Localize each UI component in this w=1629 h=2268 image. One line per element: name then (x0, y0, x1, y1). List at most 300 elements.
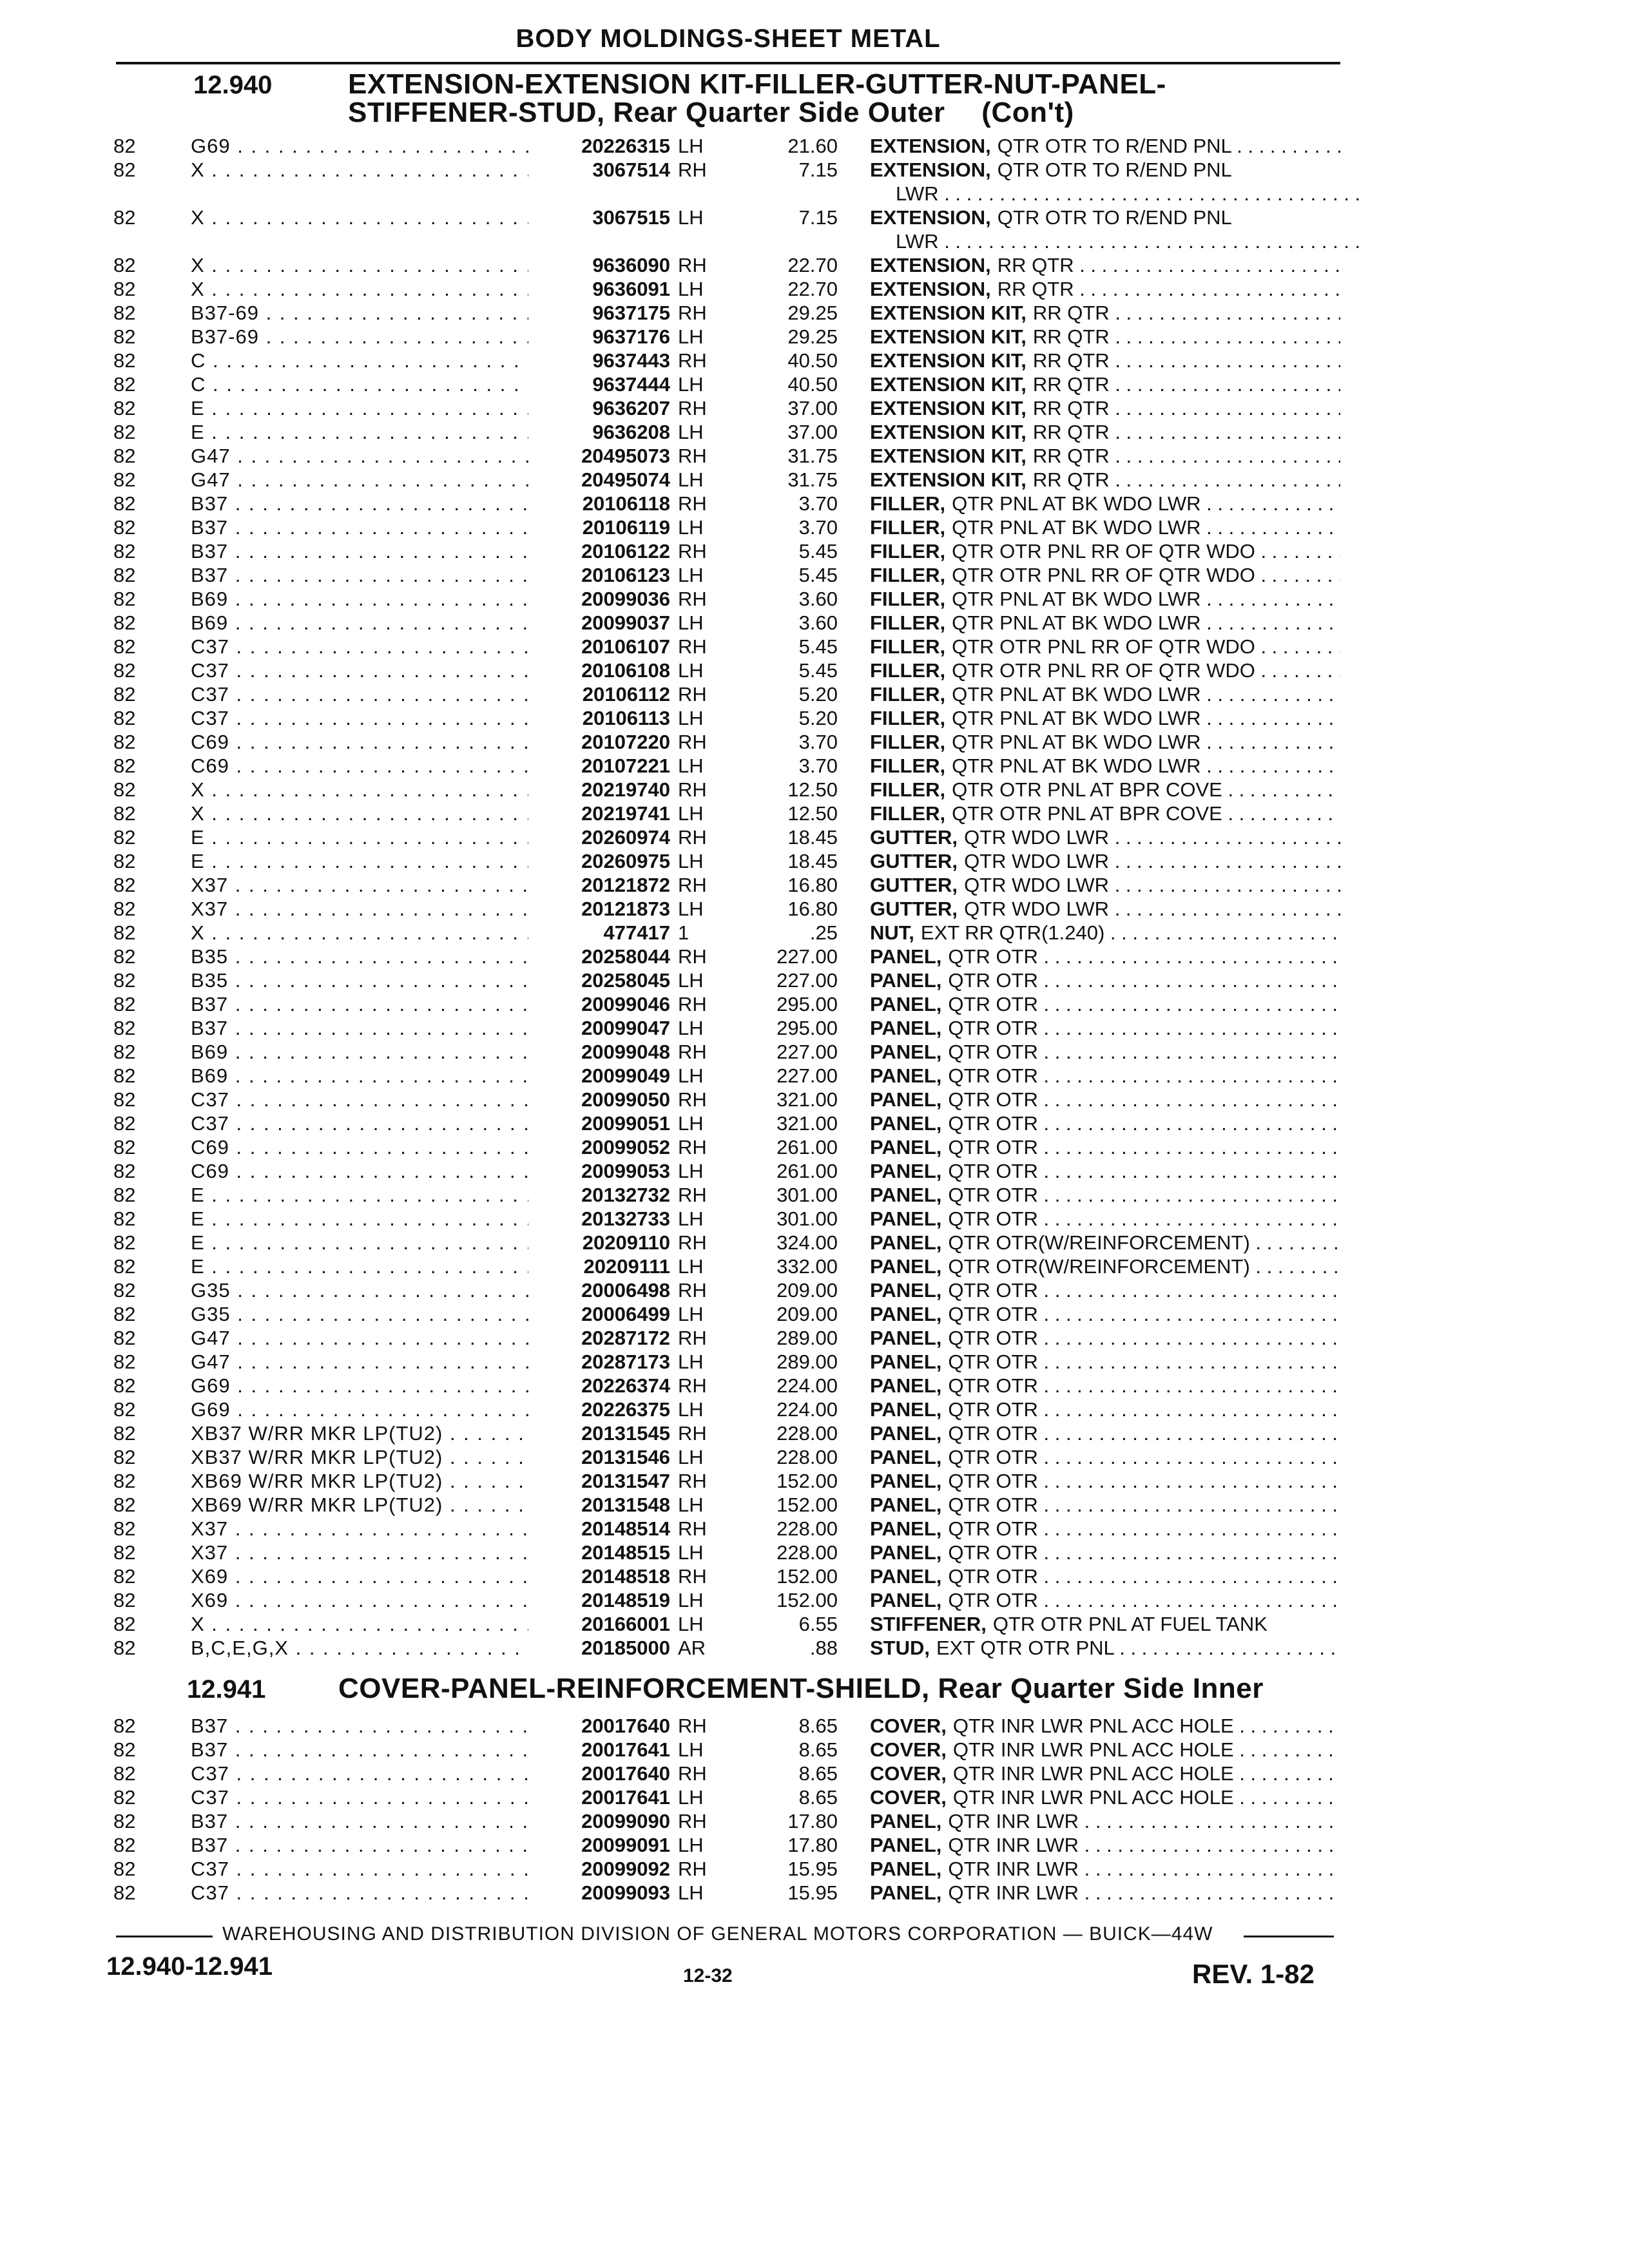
part-number-cell: 20099092 (528, 1857, 670, 1881)
description-cell (870, 1469, 1340, 1493)
side-cell: LH (678, 421, 704, 443)
price-cell: 228.00 (776, 1541, 838, 1564)
year-cell: 82 (113, 373, 136, 396)
year-cell: 82 (113, 1017, 136, 1039)
year-cell: 82 (113, 993, 136, 1015)
table-row (0, 968, 1629, 992)
description-noun: EXTENSION KIT, (870, 325, 1027, 348)
price-cell: 6.55 (798, 1613, 838, 1635)
model-cell: X . . . (191, 1612, 539, 1636)
part-number-cell: 20106112 (528, 682, 670, 706)
part-number-cell: 20495073 (528, 444, 670, 468)
part-number-cell: 20166001 (528, 1612, 670, 1636)
part-number-cell: 20495074 (528, 468, 670, 492)
table-row (0, 1302, 1629, 1326)
description-detail: QTR OTR . . . (948, 945, 1340, 968)
price-cell: 227.00 (776, 1064, 838, 1087)
description-cell (870, 372, 1340, 396)
price-cell: 37.00 (787, 397, 838, 419)
description-detail: QTR OTR . . . (948, 1517, 1340, 1540)
table-row (0, 1016, 1629, 1040)
year-cell: 82 (113, 1350, 136, 1373)
table-row (0, 802, 1629, 825)
part-number-cell: 20209110 (528, 1231, 670, 1254)
description-detail: QTR PNL AT BK WDO LWR . . . (952, 683, 1340, 706)
year-cell: 82 (113, 1088, 136, 1111)
table-row (0, 158, 1629, 206)
table-row (0, 1517, 1629, 1541)
part-number-cell: 20121872 (528, 873, 670, 897)
table-row (0, 301, 1629, 325)
year-cell: 82 (113, 135, 136, 157)
description-noun: FILLER, (870, 564, 946, 586)
part-number-cell: 20099047 (528, 1016, 670, 1040)
side-cell: RH (678, 302, 707, 324)
description-noun: PANEL, (870, 1881, 942, 1904)
model-cell: G47 . . . (191, 444, 539, 468)
side-cell: RH (678, 540, 707, 562)
description-noun: PANEL, (870, 1565, 942, 1588)
year-cell: 82 (113, 588, 136, 610)
price-cell: 29.25 (787, 325, 838, 348)
side-cell: LH (678, 802, 704, 825)
description-cell (870, 1088, 1340, 1111)
description-detail: QTR OTR . . . (948, 1207, 1340, 1230)
side-cell: RH (678, 1565, 707, 1588)
table-row (0, 825, 1629, 849)
side-cell: RH (678, 683, 707, 706)
side-cell: LH (678, 898, 704, 920)
description-detail: QTR OTR . . . (948, 1494, 1340, 1516)
description-detail: QTR OTR . . . (948, 1112, 1340, 1135)
side-cell: RH (678, 1327, 707, 1349)
part-number-cell: 20219740 (528, 778, 670, 802)
price-cell: 224.00 (776, 1374, 838, 1397)
table-row (0, 1207, 1629, 1231)
price-cell: 324.00 (776, 1231, 838, 1254)
model-cell: E . . . (191, 1254, 539, 1278)
price-cell: 289.00 (776, 1350, 838, 1373)
footer-group-range: 12.940-12.941 (106, 1952, 273, 1981)
model-cell: X . . . (191, 921, 539, 945)
model-cell: G69 . . . (191, 1398, 539, 1421)
description-cell (870, 301, 1340, 325)
description-cell (870, 992, 1340, 1016)
description-detail: QTR OTR . . . (948, 1017, 1340, 1039)
side-cell: LH (678, 1398, 704, 1421)
table-row (0, 468, 1629, 492)
footer-division: WAREHOUSING AND DISTRIBUTION DIVISION OF GENERAL MOTORS CORPORATION — BUICK—44W (222, 1923, 1213, 1945)
price-cell: 40.50 (787, 373, 838, 396)
table-row (0, 1564, 1629, 1588)
description-noun: PANEL, (870, 945, 942, 968)
price-cell: 7.15 (798, 159, 838, 181)
side-cell: 1 (678, 921, 689, 944)
description-cell (870, 1159, 1340, 1183)
part-number-cell: 20006498 (528, 1278, 670, 1302)
description-cell (870, 611, 1340, 635)
model-cell: XB37 W/RR MKR LP(TU2) . . . (191, 1445, 539, 1469)
description-noun: EXTENSION KIT, (870, 302, 1027, 324)
description-cell (870, 1738, 1340, 1762)
model-cell: C . . . (191, 349, 539, 372)
year-cell: 82 (113, 421, 136, 443)
side-cell: LH (678, 1207, 704, 1230)
price-cell: 8.65 (798, 1786, 838, 1809)
description-detail: QTR OTR PNL RR OF QTR WDO . . . (952, 540, 1340, 562)
description-detail: QTR OTR . . . (948, 969, 1340, 992)
year-cell: 82 (113, 1374, 136, 1397)
side-cell: LH (678, 564, 704, 586)
side-cell: LH (678, 659, 704, 682)
year-cell: 82 (113, 1786, 136, 1809)
model-cell: C69 . . . (191, 1159, 539, 1183)
price-cell: 15.95 (787, 1881, 838, 1904)
side-cell: LH (678, 1589, 704, 1611)
table-row (0, 1809, 1629, 1833)
part-number-cell: 20260974 (528, 825, 670, 849)
year-cell: 82 (113, 1446, 136, 1468)
description-detail: QTR INR LWR PNL ACC HOLE . . . (953, 1762, 1340, 1785)
description-cell (870, 158, 1340, 182)
model-cell: E . . . (191, 396, 539, 420)
part-number-cell: 20106113 (528, 706, 670, 730)
description-cell (870, 277, 1340, 301)
model-cell: B37 . . . (191, 539, 539, 563)
year-cell: 82 (113, 1184, 136, 1206)
description-detail: QTR INR LWR . . . (948, 1834, 1340, 1856)
model-cell: B,C,E,G,X . . . (191, 1636, 539, 1660)
model-cell: B37 . . . (191, 563, 539, 587)
model-cell: XB69 W/RR MKR LP(TU2) . . . (191, 1493, 539, 1517)
year-cell: 82 (113, 1494, 136, 1516)
price-cell: .25 (809, 921, 838, 944)
description-detail: QTR INR LWR PNL ACC HOLE . . . (953, 1715, 1340, 1737)
section-2-title: COVER-PANEL-REINFORCEMENT-SHIELD, Rear Quarter Side Inner (338, 1673, 1264, 1704)
model-cell: C37 . . . (191, 1088, 539, 1111)
side-cell: LH (678, 969, 704, 992)
description-detail: QTR PNL AT BK WDO LWR . . . (952, 731, 1340, 753)
side-cell: RH (678, 492, 707, 515)
description-noun: PANEL, (870, 1064, 942, 1087)
part-number-cell: 20106123 (528, 563, 670, 587)
description-noun: GUTTER, (870, 850, 958, 872)
part-number-cell: 20287172 (528, 1326, 670, 1350)
table-row (0, 754, 1629, 778)
section-1-number: 12.940 (193, 71, 273, 99)
part-number-cell: 20226374 (528, 1374, 670, 1398)
table-row (0, 730, 1629, 754)
year-cell: 82 (113, 1327, 136, 1349)
description-detail: QTR OTR . . . (948, 1541, 1340, 1564)
description-noun: FILLER, (870, 516, 946, 539)
model-cell: B37 . . . (191, 1833, 539, 1857)
model-cell: X37 . . . (191, 1517, 539, 1541)
model-cell: G47 . . . (191, 468, 539, 492)
side-cell: RH (678, 1422, 707, 1445)
year-cell: 82 (113, 1762, 136, 1785)
year-cell: 82 (113, 206, 136, 229)
model-cell: X69 . . . (191, 1564, 539, 1588)
description-cell (870, 1183, 1340, 1207)
description-cell (870, 206, 1340, 229)
model-cell: G47 . . . (191, 1350, 539, 1374)
description-detail: QTR OTR TO R/END PNL . . . (998, 135, 1340, 157)
description-cell (870, 1445, 1340, 1469)
description-detail: QTR PNL AT BK WDO LWR . . . (952, 611, 1340, 634)
model-cell: B37 . . . (191, 992, 539, 1016)
side-cell: RH (678, 349, 707, 372)
table-row (0, 1421, 1629, 1445)
table-row (0, 1469, 1629, 1493)
description-noun: FILLER, (870, 707, 946, 729)
year-cell: 82 (113, 278, 136, 300)
side-cell: RH (678, 993, 707, 1015)
description-detail: EXT QTR OTR PNL . . . (936, 1637, 1340, 1659)
price-cell: 295.00 (776, 1017, 838, 1039)
price-cell: 5.20 (798, 683, 838, 706)
side-cell: RH (678, 254, 707, 276)
price-cell: 209.00 (776, 1279, 838, 1302)
model-cell: G69 . . . (191, 134, 539, 158)
model-cell: X . . . (191, 277, 539, 301)
year-cell: 82 (113, 707, 136, 729)
description-detail: QTR OTR . . . (948, 1303, 1340, 1325)
description-cell (870, 1350, 1340, 1374)
description-cell (870, 349, 1340, 372)
model-cell: B37 . . . (191, 1809, 539, 1833)
model-cell: X69 . . . (191, 1588, 539, 1612)
description-continuation: LWR . . . (870, 182, 1366, 206)
price-cell: 31.75 (787, 445, 838, 467)
description-cell (870, 1111, 1340, 1135)
side-cell: LH (678, 468, 704, 491)
description-noun: PANEL, (870, 1810, 942, 1832)
model-cell: G47 . . . (191, 1326, 539, 1350)
model-cell: B37-69 . . . (191, 301, 539, 325)
table-row (0, 658, 1629, 682)
year-cell: 82 (113, 540, 136, 562)
description-detail: QTR INR LWR PNL ACC HOLE . . . (953, 1738, 1340, 1761)
description-detail: RR QTR . . . (1033, 445, 1340, 467)
description-cell (870, 682, 1340, 706)
year-cell: 82 (113, 1881, 136, 1904)
description-cell (870, 1564, 1340, 1588)
description-noun: PANEL, (870, 1255, 942, 1278)
description-cell (870, 1064, 1340, 1088)
part-number-cell: 9636207 (528, 396, 670, 420)
side-cell: RH (678, 445, 707, 467)
table-row (0, 1040, 1629, 1064)
side-cell: RH (678, 1762, 707, 1785)
description-cell (870, 1135, 1340, 1159)
table-row (0, 992, 1629, 1016)
part-number-cell: 9636091 (528, 277, 670, 301)
part-number-cell: 20099050 (528, 1088, 670, 1111)
description-detail: QTR OTR TO R/END PNL (997, 206, 1232, 229)
description-noun: PANEL, (870, 1398, 942, 1421)
year-cell: 82 (113, 1136, 136, 1158)
description-cell (870, 1636, 1340, 1660)
part-number-cell: 20219741 (528, 802, 670, 825)
price-cell: 21.60 (787, 135, 838, 157)
model-cell: E . . . (191, 1183, 539, 1207)
model-cell: B35 . . . (191, 945, 539, 968)
description-cell (870, 468, 1340, 492)
table-row (0, 587, 1629, 611)
price-cell: 8.65 (798, 1738, 838, 1761)
side-cell: RH (678, 1470, 707, 1492)
description-cell (870, 1254, 1340, 1278)
table-row (0, 1135, 1629, 1159)
description-noun: FILLER, (870, 683, 946, 706)
table-row (0, 1398, 1629, 1421)
price-cell: 16.80 (787, 898, 838, 920)
description-cell (870, 802, 1340, 825)
description-noun: PANEL, (870, 1858, 942, 1880)
price-cell: 332.00 (776, 1255, 838, 1278)
description-cell (870, 563, 1340, 587)
description-noun: PANEL, (870, 1279, 942, 1302)
description-cell (870, 1231, 1340, 1254)
part-number-cell: 20226375 (528, 1398, 670, 1421)
model-cell: C37 . . . (191, 1785, 539, 1809)
side-cell: RH (678, 945, 707, 968)
side-cell: LH (678, 1446, 704, 1468)
description-cell (870, 873, 1340, 897)
description-detail: QTR WDO LWR . . . (964, 898, 1340, 920)
part-number-cell: 20226315 (528, 134, 670, 158)
side-cell: LH (678, 516, 704, 539)
table-row (0, 1278, 1629, 1302)
description-noun: PANEL, (870, 1422, 942, 1445)
description-noun: PANEL, (870, 1589, 942, 1611)
description-cell (870, 515, 1340, 539)
table-row (0, 1064, 1629, 1088)
model-cell: X37 . . . (191, 1541, 539, 1564)
description-cell (870, 1278, 1340, 1302)
description-detail: RR QTR . . . (998, 254, 1340, 276)
description-noun: PANEL, (870, 1041, 942, 1063)
table-row (0, 277, 1629, 301)
model-cell: C69 . . . (191, 730, 539, 754)
description-noun: FILLER, (870, 540, 946, 562)
table-row (0, 1785, 1629, 1809)
part-number-cell: 9636208 (528, 420, 670, 444)
description-detail: QTR OTR . . . (948, 1350, 1340, 1373)
year-cell: 82 (113, 445, 136, 467)
description-detail: QTR OTR . . . (948, 1589, 1340, 1611)
year-cell: 82 (113, 1589, 136, 1611)
table-row (0, 372, 1629, 396)
price-cell: 3.70 (798, 492, 838, 515)
part-number-cell: 20099090 (528, 1809, 670, 1833)
description-cell (870, 1588, 1340, 1612)
description-cell (870, 897, 1340, 921)
price-cell: 227.00 (776, 969, 838, 992)
description-cell (870, 492, 1340, 515)
price-cell: 12.50 (787, 778, 838, 801)
description-cell (870, 921, 1340, 945)
side-cell: LH (678, 373, 704, 396)
part-number-cell: 20148515 (528, 1541, 670, 1564)
table-row (0, 515, 1629, 539)
price-cell: 7.15 (798, 206, 838, 229)
model-cell: B37 . . . (191, 1738, 539, 1762)
model-cell: B37 . . . (191, 1016, 539, 1040)
description-noun: PANEL, (870, 969, 942, 992)
table-row (0, 849, 1629, 873)
year-cell: 82 (113, 1207, 136, 1230)
description-noun: EXTENSION, (870, 278, 991, 300)
description-noun: FILLER, (870, 659, 946, 682)
price-cell: 289.00 (776, 1327, 838, 1349)
side-cell: RH (678, 1231, 707, 1254)
description-noun: COVER, (870, 1762, 947, 1785)
model-cell: X . . . (191, 158, 539, 182)
side-cell: LH (678, 1064, 704, 1087)
side-cell: RH (678, 731, 707, 753)
description-cell (870, 1040, 1340, 1064)
description-noun: FILLER, (870, 754, 946, 777)
description-detail: QTR OTR . . . (948, 1279, 1340, 1302)
section-1-title-line2: STIFFENER-STUD, Rear Quarter Side Outer (348, 97, 945, 128)
side-cell: LH (678, 1303, 704, 1325)
side-cell: LH (678, 278, 704, 300)
section-1-continued: (Con't) (981, 97, 1074, 128)
part-number-cell: 20106107 (528, 635, 670, 658)
table-row (0, 921, 1629, 945)
part-number-cell: 20131548 (528, 1493, 670, 1517)
description-cell (870, 1612, 1340, 1636)
model-cell: E . . . (191, 825, 539, 849)
table-row (0, 1833, 1629, 1857)
description-continuation: LWR . . . (870, 229, 1366, 253)
description-cell (870, 325, 1340, 349)
table-row (0, 1857, 1629, 1881)
side-cell: LH (678, 1881, 704, 1904)
table-row (0, 1350, 1629, 1374)
model-cell: C37 . . . (191, 682, 539, 706)
table-row (0, 778, 1629, 802)
table-row (0, 1088, 1629, 1111)
part-number-cell: 20148514 (528, 1517, 670, 1541)
model-cell: X37 . . . (191, 897, 539, 921)
description-noun: PANEL, (870, 1446, 942, 1468)
price-cell: 301.00 (776, 1184, 838, 1206)
part-number-cell: 20099052 (528, 1135, 670, 1159)
description-detail: RR QTR . . . (1033, 397, 1340, 419)
description-cell (870, 1833, 1340, 1857)
year-cell: 82 (113, 254, 136, 276)
price-cell: 12.50 (787, 802, 838, 825)
price-cell: 40.50 (787, 349, 838, 372)
description-noun: COVER, (870, 1715, 947, 1737)
year-cell: 82 (113, 898, 136, 920)
part-number-cell: 20131546 (528, 1445, 670, 1469)
side-cell: LH (678, 1738, 704, 1761)
description-cell (870, 1541, 1340, 1564)
side-cell: LH (678, 1017, 704, 1039)
description-cell (870, 1714, 1340, 1738)
price-cell: 3.70 (798, 754, 838, 777)
price-cell: 228.00 (776, 1446, 838, 1468)
part-number-cell: 20099093 (528, 1881, 670, 1905)
part-number-cell: 9637175 (528, 301, 670, 325)
description-cell (870, 1809, 1340, 1833)
description-noun: EXTENSION KIT, (870, 468, 1027, 491)
model-cell: G35 . . . (191, 1278, 539, 1302)
